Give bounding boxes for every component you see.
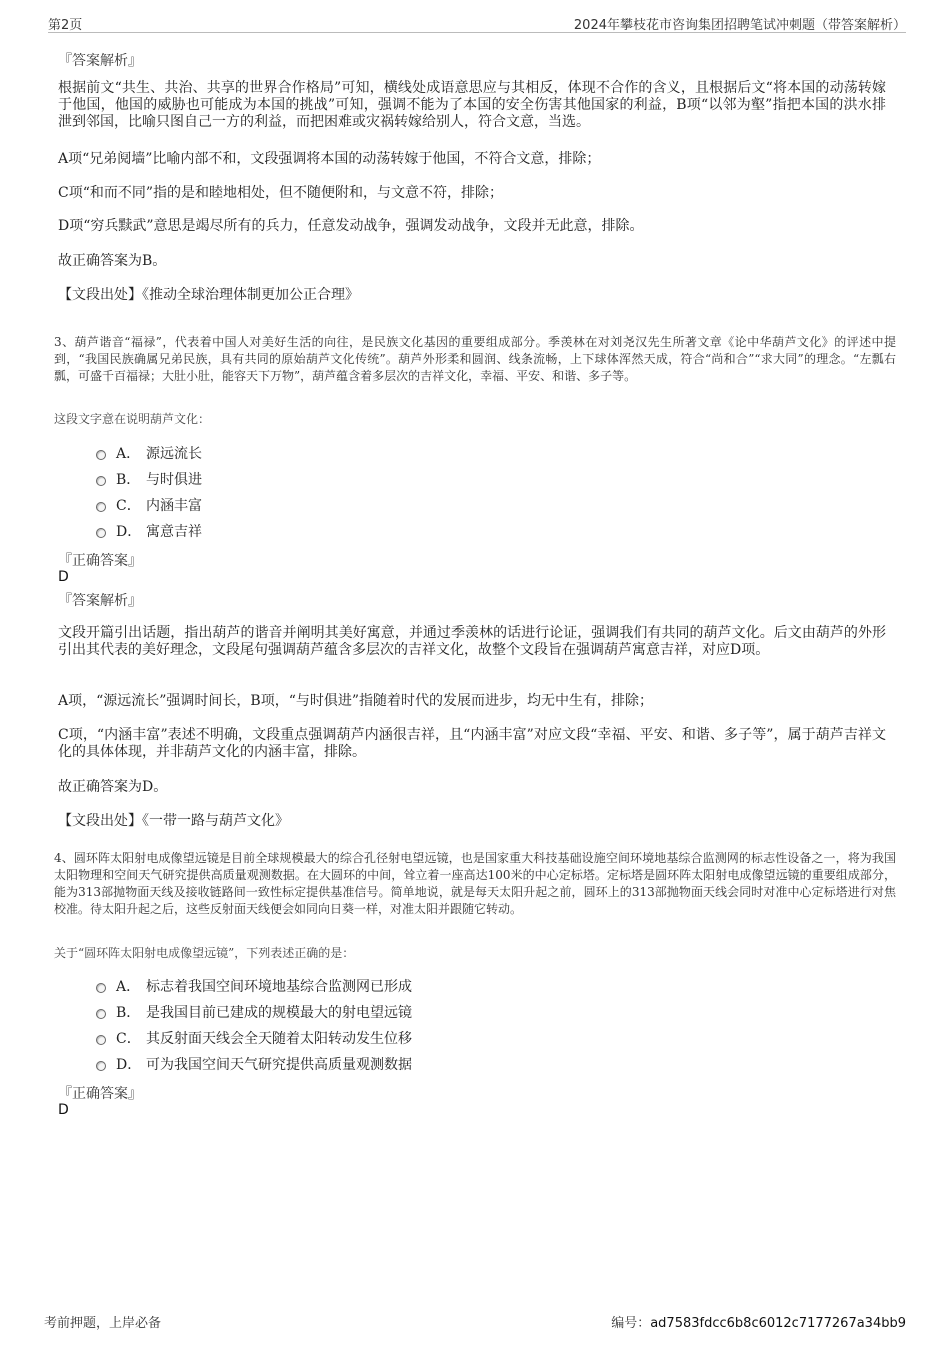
radio-button-icon[interactable]	[96, 1009, 106, 1019]
q3-source: 【文段出处】《一带一路与葫芦文化》	[58, 813, 289, 829]
q4-option-a[interactable]: A． 标志着我国空间环境地基综合监测网已形成	[96, 973, 412, 999]
q3-exclude-c: C项，“内涵丰富”表述不明确，文段重点强调葫芦内涵很吉祥，且“内涵丰富”对应文段“幸福、平安、和谐、多子等”，属于葫芦吉祥文化的具体体现，并非葫芦文化的内涵丰富，排除。	[58, 727, 886, 760]
q2-exclude-c: C项“和而不同”指的是和睦地相处，但不随便附和，与文意不符，排除；	[58, 185, 504, 201]
q3-exclude-ab: A项，“源远流长”强调时间长，B项，“与时俱进”指随着时代的发展而进步，均无中生有，排除；	[58, 693, 654, 709]
q3-option-b[interactable]: B． 与时俱进	[96, 466, 202, 492]
radio-button-icon[interactable]	[96, 983, 106, 993]
radio-button-icon[interactable]	[96, 528, 106, 538]
document-title: 2024年攀枝花市咨询集团招聘笔试冲刺题（带答案解析）	[573, 18, 906, 33]
q4-option-d[interactable]: D． 可为我国空间天气研究提供高质量观测数据	[96, 1051, 412, 1077]
page-number: 第2页	[48, 18, 83, 33]
q3-conclusion: 故正确答案为D。	[58, 779, 168, 795]
page-header	[48, 12, 906, 33]
q4-option-c[interactable]: C． 其反射面天线会全天随着太阳转动发生位移	[96, 1025, 412, 1051]
q3-prompt: 这段文字意在说明葫芦文化：	[54, 412, 211, 426]
q3-answer-label: 『正确答案』	[58, 553, 142, 569]
page-footer	[44, 1312, 906, 1332]
q2-analysis-text: 根据前文“共生、共治、共享的世界合作格局”可知，横线处成语意思应与其相反，体现不合作的含义，且根据后文“将本国的动荡转嫁于他国，他国的威胁也可能成为本国的挑战”可知，强调不能为了本国的安全伤害其他国家的利益，B项“以邻为壑”指把本国的洪水排泄到邻国，比喻只图自己一方的利益，而把困难或灾祸转嫁给别人，符合文意，当选。	[58, 80, 886, 130]
radio-button-icon[interactable]	[96, 476, 106, 486]
q3-stem: 3、葫芦谐音“福禄”，代表着中国人对美好生活的向往，是民族文化基因的重要组成部分。季羡林在对刘尧汉先生所著文章《论中华葫芦文化》的评述中提到，“我国民族确属兄弟民族，具有共同的原始葫芦文化传统”。葫芦外形柔和圆润、线条流畅，上下球体浑然天成，符合“尚和合”“求大同”的理念。“左瓢右瓢，可盛千百福禄；大肚小肚，能容天下万物”，葫芦蕴含着多层次的吉祥文化，幸福、平安、和谐、多子等。	[54, 335, 896, 383]
radio-button-icon[interactable]	[96, 450, 106, 460]
q2-conclusion: 故正确答案为B。	[58, 253, 167, 269]
q3-answer: D	[58, 569, 69, 585]
radio-button-icon[interactable]	[96, 502, 106, 512]
q4-options	[96, 973, 412, 1077]
q4-answer-label: 『正确答案』	[58, 1086, 142, 1102]
radio-button-icon[interactable]	[96, 1035, 106, 1045]
q3-option-a[interactable]: A． 源远流长	[96, 440, 202, 466]
q2-source: 【文段出处】《推动全球治理体制更加公正合理》	[58, 287, 359, 303]
q2-analysis-label: 『答案解析』	[58, 53, 142, 69]
q4-prompt: 关于“圆环阵太阳射电成像望远镜”，下列表述正确的是：	[54, 946, 355, 960]
radio-button-icon[interactable]	[96, 1061, 106, 1071]
q4-answer: D	[58, 1102, 69, 1118]
q2-exclude-d: D项“穷兵黩武”意思是竭尽所有的兵力，任意发动战争，强调发动战争，文段并无此意，排除。	[58, 218, 644, 234]
q4-option-b[interactable]: B． 是我国目前已建成的规模最大的射电望远镜	[96, 999, 412, 1025]
q3-analysis-label: 『答案解析』	[58, 593, 142, 609]
q3-analysis-text: 文段开篇引出话题，指出葫芦的谐音并阐明其美好寓意，并通过季羡林的话进行论证，强调我们有共同的葫芦文化。后文由葫芦的外形引出其代表的美好理念，文段尾句强调葫芦蕴含多层次的吉祥文化，故整个文段旨在强调葫芦寓意吉祥，对应D项。	[58, 625, 886, 658]
q3-option-d[interactable]: D． 寓意吉祥	[96, 518, 202, 544]
q2-exclude-a: A项“兄弟阋墙”比喻内部不和，文段强调将本国的动荡转嫁于他国，不符合文意，排除；	[58, 151, 601, 167]
document-code: 编号：ad7583fdcc6b8c6012c7177267a34bb9	[611, 1316, 906, 1331]
q4-stem: 4、圆环阵太阳射电成像望远镜是目前全球规模最大的综合孔径射电望远镜，也是国家重大科技基础设施空间环境地基综合监测网的标志性设备之一，将为我国太阳物理和空间天气研究提供高质量观测数据。在大圆环的中间，耸立着一座高达100米的中心定标塔。定标塔是圆环阵太阳射电成像望远镜的重要组成部分，能为313部抛物面天线及接收链路间一致性标定提供基准信号。简单地说，就是每天太阳升起之前，圆环上的313部抛物面天线会同时对准中心定标塔进行对焦校准。待太阳升起之后，这些反射面天线便会如同向日葵一样，对准太阳并跟随它转动。	[54, 851, 896, 916]
q3-options	[96, 440, 202, 544]
q3-option-c[interactable]: C． 内涵丰富	[96, 492, 202, 518]
footer-motto: 考前押题，上岸必备	[44, 1316, 162, 1331]
